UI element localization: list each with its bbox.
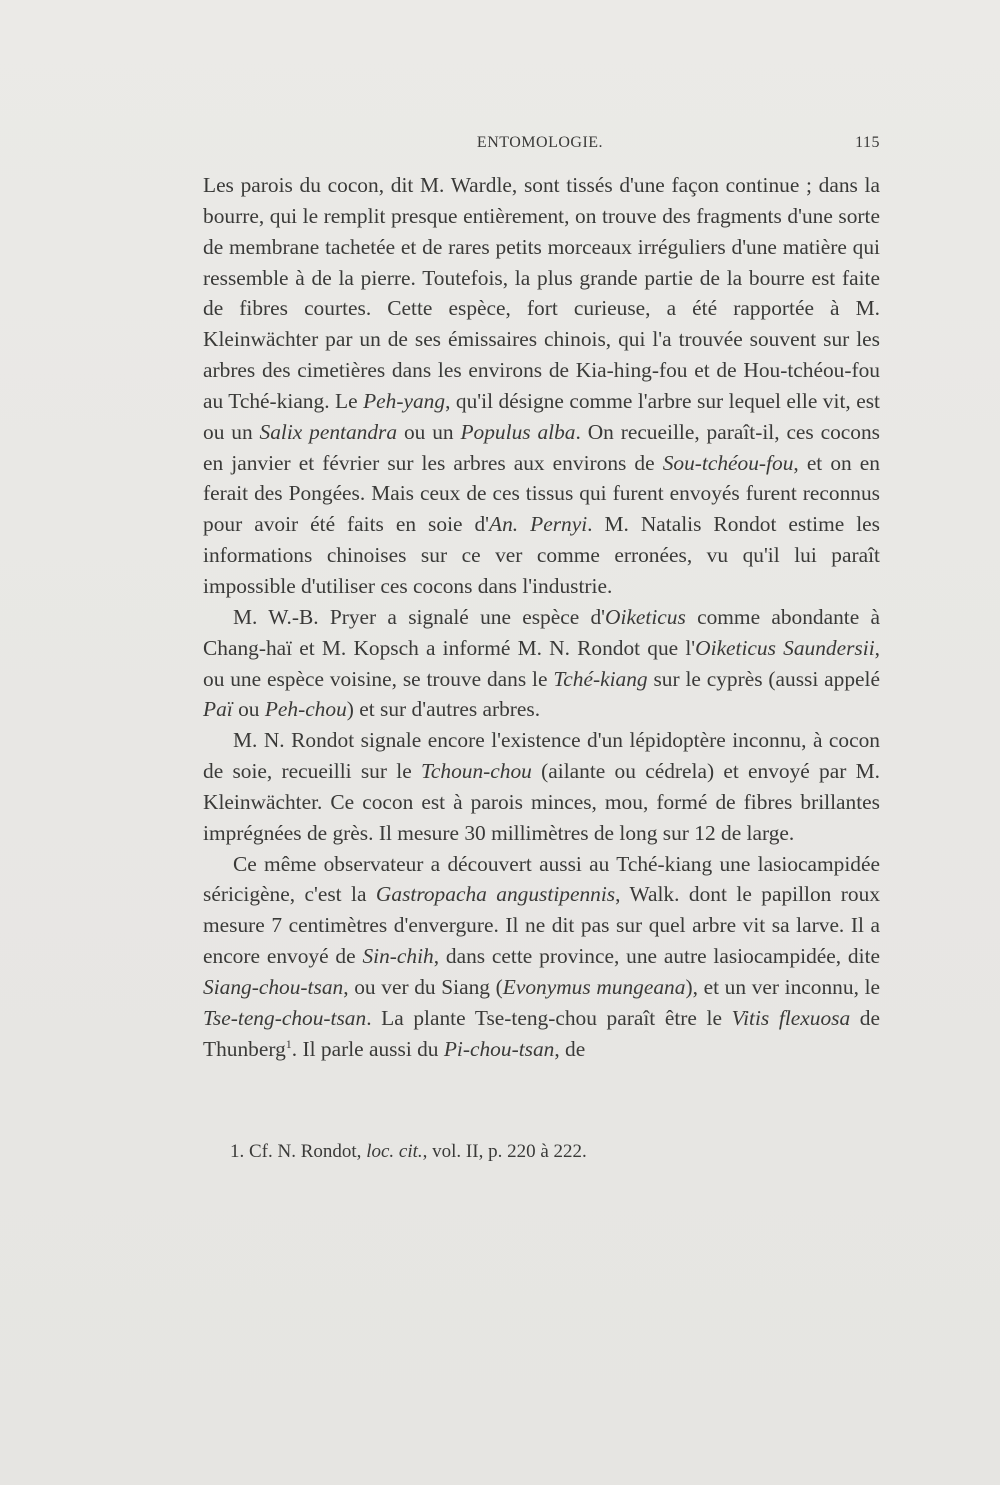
- text-run: ), et un ver inconnu, le: [685, 974, 881, 999]
- paragraph: [203, 849, 880, 1065]
- text-run: Les parois du cocon, dit M. Wardle, sont tissés d'une façon continue ; dans la bourre, qui le remplit presque entièrement, on trouve des fragments d'une sorte de membrane tachetée et de rares petits morceaux irréguliers d'une matière qui ressemble à de la pierre. Toutefois, la plus grande partie de la bourre est faite de fibres courtes. Cette espèce, fort curieuse, a été rapportée à M. Kleinwächter par un de ses émissaires chinois, qui l'a trouvée souvent sur les arbres des cimetières dans les environs de Kia-hing-fou et de Hou-tchéou-fou au Tché-kiang. Le: [203, 173, 880, 413]
- italic-term: Siang-chou-tsan: [203, 974, 344, 999]
- italic-term: Tse-teng-chou-tsan: [203, 1005, 367, 1030]
- text-run: . La plante Tse-teng-chou paraît être le: [366, 1005, 732, 1030]
- italic-term: Tché-kiang: [553, 666, 648, 691]
- text-run: , de: [554, 1036, 586, 1061]
- italic-term: Salix pentandra: [259, 419, 398, 444]
- text-run: , qu'il désigne comme l'arbre sur lequel elle vit, est ou un: [203, 388, 880, 444]
- text-run: , ou ver du Siang (: [343, 974, 503, 999]
- text-run: . On recueille, paraît-il, ces cocons en janvier et février sur les arbres aux environs de: [203, 419, 881, 475]
- text-run: 1. Cf. N. Rondot,: [230, 1141, 367, 1162]
- italic-term: Gastropacha angustipennis: [375, 882, 616, 907]
- paragraph: [203, 725, 880, 848]
- text-run: ou: [232, 697, 265, 722]
- text-run: , dans cette province, une autre lasiocampidée, dite: [433, 944, 881, 969]
- italic-term: Paï: [203, 697, 233, 722]
- italic-term: Vitis flexuosa: [731, 1005, 851, 1030]
- text-run: M. W.-B. Pryer a signalé une espèce d': [233, 604, 606, 629]
- italic-term: Evonymus mungeana: [502, 974, 686, 999]
- italic-term: Sou-tchéou-fou: [662, 450, 794, 475]
- italic-term: Oiketicus Saundersii: [695, 635, 875, 660]
- paragraph: [203, 170, 880, 602]
- text-run: . Il parle aussi du: [291, 1036, 444, 1061]
- paragraph: [203, 602, 880, 725]
- running-head: [200, 128, 880, 158]
- text-run: , Walk. dont le papillon roux mesure 7 centimètres d'envergure. Il ne dit pas sur quel arbre vit sa larve. Il a encore envoyé de: [203, 882, 881, 969]
- footnote: [230, 1139, 880, 1165]
- text-run: . M. Natalis Rondot estime les informations chinoises sur ce ver comme erronées, vu qu'il lui paraît impossible d'utiliser ces cocons dans l'industrie.: [203, 512, 881, 598]
- text-run: , et on en ferait des Pongées. Mais ceux de ces tissus qui furent envoyés furent reconnus pour avoir été faits en soie d': [203, 450, 880, 537]
- italic-term: Peh-chou: [264, 697, 347, 722]
- footnote-marker: 1: [285, 1036, 292, 1051]
- italic-term: Pi-chou-tsan: [443, 1036, 555, 1061]
- running-title: ENTOMOLOGIE.: [476, 134, 604, 151]
- text-run: Ce même observateur a découvert aussi au Tché-kiang une lasiocampidée séricigène, c'est la: [203, 851, 880, 907]
- text-run: de Thunberg: [203, 1005, 880, 1061]
- text-run: sur le cyprès (aussi appelé: [647, 666, 880, 691]
- italic-term: Populus alba: [460, 419, 576, 444]
- italic-term: Peh-yang: [363, 388, 446, 413]
- text-run: , ou une espèce voisine, se trouve dans le: [203, 635, 881, 691]
- text-run: (ailante ou cédrela) et envoyé par M. Kleinwächter. Ce cocon est à parois minces, mou, formé de fibres brillantes imprégnées de grès. Il mesure 30 millimètres de long sur 12 de large.: [203, 759, 881, 845]
- italic-term: An. Pernyi: [489, 512, 588, 537]
- text-run: M. N. Rondot signale encore l'existence d'un lépidoptère inconnu, à cocon de soie, recueilli sur le: [203, 728, 880, 784]
- page-number: 115: [855, 134, 880, 151]
- text-run: , vol. II, p. 220 à 222.: [422, 1141, 587, 1162]
- italic-term: Tchoun-chou: [420, 759, 532, 784]
- text-run: comme abondante à Chang-haï et M. Kopsch a informé M. N. Rondot que l': [203, 604, 880, 660]
- body-text: [203, 170, 880, 1064]
- italic-term: Oiketicus: [605, 604, 686, 629]
- italic-term: loc. cit.: [366, 1141, 423, 1162]
- italic-term: Sin-chih: [362, 944, 434, 969]
- text-run: ou un: [397, 419, 461, 444]
- text-run: ) et sur d'autres arbres.: [346, 697, 541, 722]
